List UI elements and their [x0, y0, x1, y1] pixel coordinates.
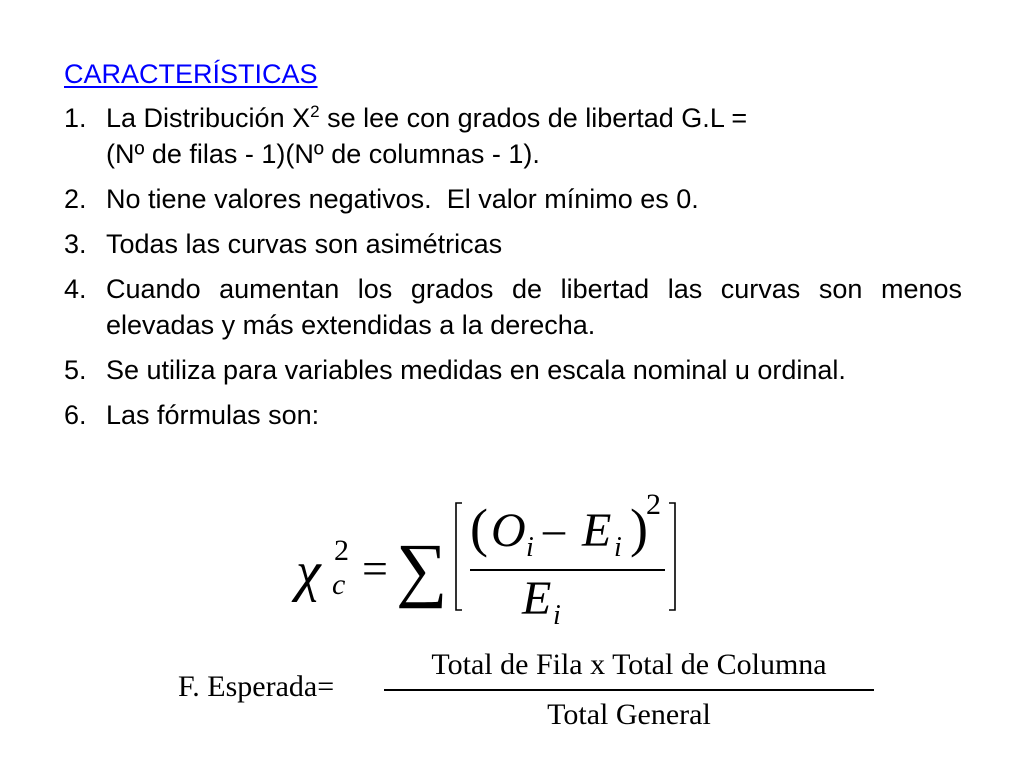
list-item-text: Se utiliza para variables medidas en escala nominal u ordinal.	[106, 355, 846, 385]
list-item-text-part: (Nº de filas - 1)(Nº de columnas - 1).	[106, 139, 540, 169]
list-item-number: 2.	[64, 184, 87, 214]
expected-subscript: i	[614, 532, 622, 563]
observed-o: O	[491, 504, 526, 557]
chi-symbol: χ	[296, 541, 321, 603]
chi-square-formula	[290, 490, 690, 630]
left-bracket	[456, 503, 462, 610]
minus-sign: –	[543, 505, 565, 554]
list-item	[64, 226, 962, 262]
open-paren: (	[470, 498, 488, 558]
denominator-subscript: i	[553, 600, 561, 630]
denominator-e: E	[522, 572, 552, 625]
power-two: 2	[646, 490, 661, 521]
list-item-text	[106, 100, 962, 172]
right-bracket	[669, 503, 675, 610]
superscript: 2	[310, 102, 320, 121]
list-item-number: 5.	[64, 355, 87, 385]
chi-subscript: c	[332, 568, 346, 601]
list-item	[64, 397, 962, 433]
list-item-text: No tiene valores negativos. El valor mínimo es 0.	[106, 184, 699, 214]
formula-label: F. Esperada=	[178, 670, 335, 703]
close-paren: )	[630, 498, 648, 558]
list-item	[64, 271, 962, 343]
list-item-text-part: se lee con grados de libertad G.L =	[319, 103, 748, 133]
list-item-number: 6.	[64, 400, 87, 430]
summation-symbol: ∑	[396, 529, 448, 609]
list-item	[64, 100, 962, 172]
observed-subscript: i	[526, 532, 534, 563]
list-item-text: Las fórmulas son:	[106, 400, 320, 430]
list-item-number: 3.	[64, 229, 87, 259]
list-item-text: Todas las curvas son asimétricas	[106, 229, 503, 259]
chi-superscript: 2	[334, 534, 349, 567]
list-item-number: 4.	[64, 274, 87, 304]
list-item-text-part: La Distribución X	[106, 103, 311, 133]
list-item	[64, 352, 962, 388]
expected-frequency-formula	[178, 640, 898, 740]
formula-numerator: Total de Fila x Total de Columna	[431, 648, 827, 681]
equals-sign: =	[362, 543, 388, 594]
formula-fraction-bar	[384, 689, 874, 691]
list-item	[64, 181, 962, 217]
list-item-number: 1.	[64, 103, 87, 133]
characteristics-list	[64, 100, 962, 442]
section-heading: CARACTERÍSTICAS	[64, 59, 318, 89]
formula-denominator: Total General	[547, 698, 711, 731]
expected-e: E	[582, 504, 612, 557]
list-item-text: Cuando aumentan los grados de libertad las curvas son menos elevadas y más extendidas a la derecha.	[106, 274, 962, 340]
